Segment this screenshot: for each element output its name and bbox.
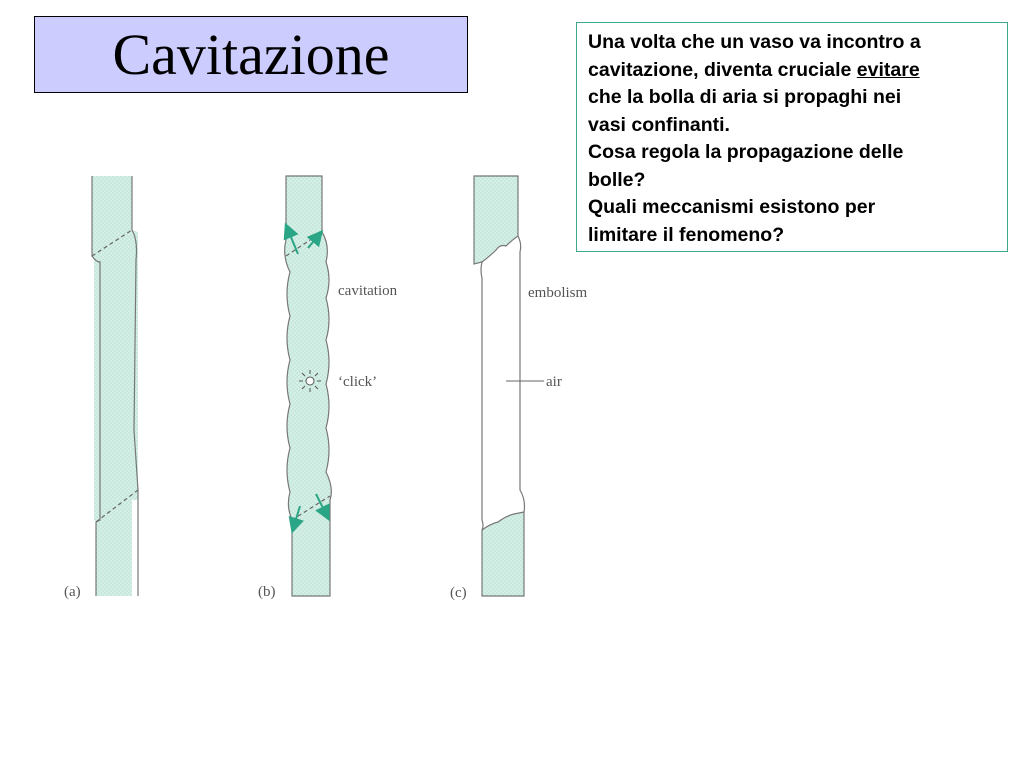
panel-c-air-vessel [481,236,525,530]
cavitation-label: cavitation [338,283,398,299]
panel-c-upper-water [474,176,518,264]
note-line-8: limitare il fenomeno? [588,223,785,246]
panel-c-lower-water [482,512,524,596]
air-label: air [546,374,562,390]
panel-a-label: (a) [64,584,81,600]
note-line-4: vasi confinanti. [588,113,730,136]
note-line-5: Cosa regola la propagazione delle [588,141,904,163]
panel-c-label: (c) [450,585,467,601]
embolism-label: embolism [528,285,588,301]
panel-a-upper-element [92,176,138,596]
note-line-1: Una volta che un vaso va incontro a [588,31,921,53]
panel-b [258,176,398,600]
note-line-3: che la bolla di aria si propaghi nei [588,86,902,108]
panel-b-label: (b) [258,584,276,600]
note-emphasis: evitare [856,58,920,81]
note-line-7: Quali meccanismi esistono per [588,196,876,218]
panel-c [450,176,587,601]
note-line-6: bolle? [588,168,646,191]
panel-a [64,176,138,600]
click-label: ‘click’ [338,374,378,390]
click-burst-icon [299,370,321,392]
note-line-2-text: cavitazione, diventa cruciale [588,58,857,81]
slide-title: Cavitazione [112,21,390,87]
